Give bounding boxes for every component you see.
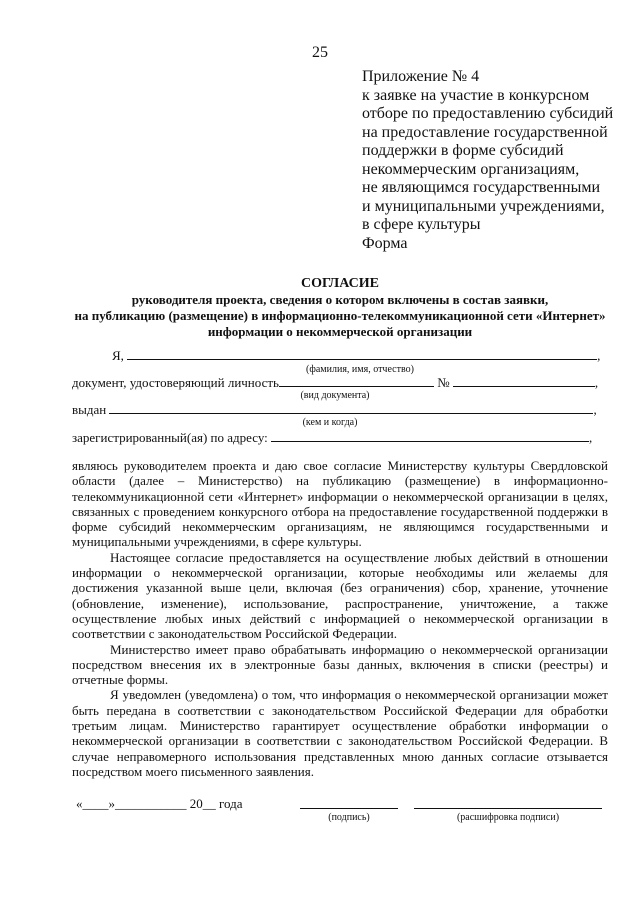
title-line: руководителя проекта, сведения о котором включены в состав заявки, bbox=[131, 292, 549, 307]
document-number-field[interactable] bbox=[453, 375, 595, 387]
issued-field[interactable] bbox=[109, 402, 593, 414]
date-field[interactable]: «____»___________ 20__ года bbox=[76, 796, 243, 811]
document-number-label: № bbox=[437, 375, 450, 390]
document-type-field[interactable] bbox=[279, 375, 434, 387]
title-line: информации о некоммерческой организации bbox=[207, 324, 473, 339]
signature-caption: (подпись) bbox=[328, 812, 370, 823]
signature-decode-caption: (расшифровка подписи) bbox=[456, 812, 560, 823]
body-paragraph: являюсь руководителем проекта и даю свое согласие Министерству культуры Свердловской области (далее – Министерство) на публикацию (размещение) в информационно-телекоммуникационной сети «Интернет» информации о некоммерческой организации в целях, связанных с проведением конкурсного отбора на предоставление государственной поддержки в форме субсидий некоммерческим организациям, не являющимся государственными и муниципальными учреждениями, в сфере культуры. bbox=[72, 458, 608, 550]
appendix-line: Приложение № 4 bbox=[362, 68, 480, 85]
document-title bbox=[40, 276, 640, 340]
body-paragraph: Я уведомлен (уведомлена) о том, что информация о некоммерческой организации может быть передана в соответствии с законодательством Российской Федерации для обработки третьим лицам. Министерство гарантирует осуществление обработки информации о некоммерческой организации в соответствии с законодательством Российской Федерации. В случае неправомерного использования представленных мною данных согласие отзывается посредством моего письменного заявления. bbox=[72, 687, 608, 779]
body-paragraph: Министерство имеет право обрабатывать информацию о некоммерческой организации посредством внесения их в электронные базы данных, включения в списки (реестры) и отчетные формы. bbox=[72, 641, 608, 688]
appendix-line: к заявке на участие в конкурсном bbox=[362, 86, 590, 104]
document-caption: (вид документа) bbox=[300, 390, 370, 401]
appendix-line: на предоставление государственной bbox=[362, 123, 608, 141]
address-field-row bbox=[72, 430, 592, 446]
appendix-line: Форма bbox=[362, 234, 408, 252]
page-number: 25 bbox=[312, 44, 328, 61]
issued-field-row bbox=[72, 402, 597, 418]
comma: , bbox=[589, 430, 593, 445]
appendix-header bbox=[362, 68, 613, 253]
comma: , bbox=[594, 375, 599, 390]
issued-caption: (кем и когда) bbox=[302, 417, 358, 428]
appendix-line: поддержки в форме субсидий bbox=[362, 142, 564, 159]
address-label: зарегистрированный(ая) по адресу: bbox=[72, 430, 268, 445]
issued-label: выдан bbox=[72, 402, 107, 417]
body-paragraph: Настоящее согласие предоставляется на осуществление любых действий в отношении информации о некоммерческой организации, которые необходимы или желаемы для достижения указанной выше цели, включая (без ограничения) сбор, хранение, уточнение (обновление, изменение), использование, распространение, уничтожение, а также осуществление любых иных действий с информацией о некоммерческой организации в соответствии с законодательством Российской Федерации. bbox=[72, 549, 608, 642]
appendix-line: не являющимся государственными bbox=[362, 179, 601, 196]
signature-decode-line[interactable] bbox=[414, 808, 602, 809]
title-main: СОГЛАСИЕ bbox=[301, 276, 379, 291]
appendix-line: и муниципальными учреждениями, bbox=[362, 197, 605, 215]
name-field[interactable] bbox=[127, 348, 597, 360]
name-label: Я, bbox=[112, 348, 124, 363]
name-caption: (фамилия, имя, отчество) bbox=[306, 364, 414, 375]
appendix-line: в сфере культуры bbox=[362, 216, 481, 233]
signature-line[interactable] bbox=[300, 808, 398, 809]
name-field-row bbox=[112, 348, 600, 364]
appendix-line: некоммерческим организациям, bbox=[362, 160, 580, 178]
consent-body bbox=[72, 458, 608, 779]
document-label: документ, удостоверяющий личность bbox=[72, 375, 279, 390]
appendix-line: отборе по предоставлению субсидий bbox=[362, 105, 614, 122]
comma: , bbox=[597, 348, 601, 363]
document-field-row bbox=[72, 375, 598, 391]
comma: , bbox=[593, 402, 597, 417]
address-field[interactable] bbox=[271, 430, 589, 442]
title-line: на публикацию (размещение) в информационно-телекоммуникационной сети «Интернет» bbox=[74, 308, 606, 323]
